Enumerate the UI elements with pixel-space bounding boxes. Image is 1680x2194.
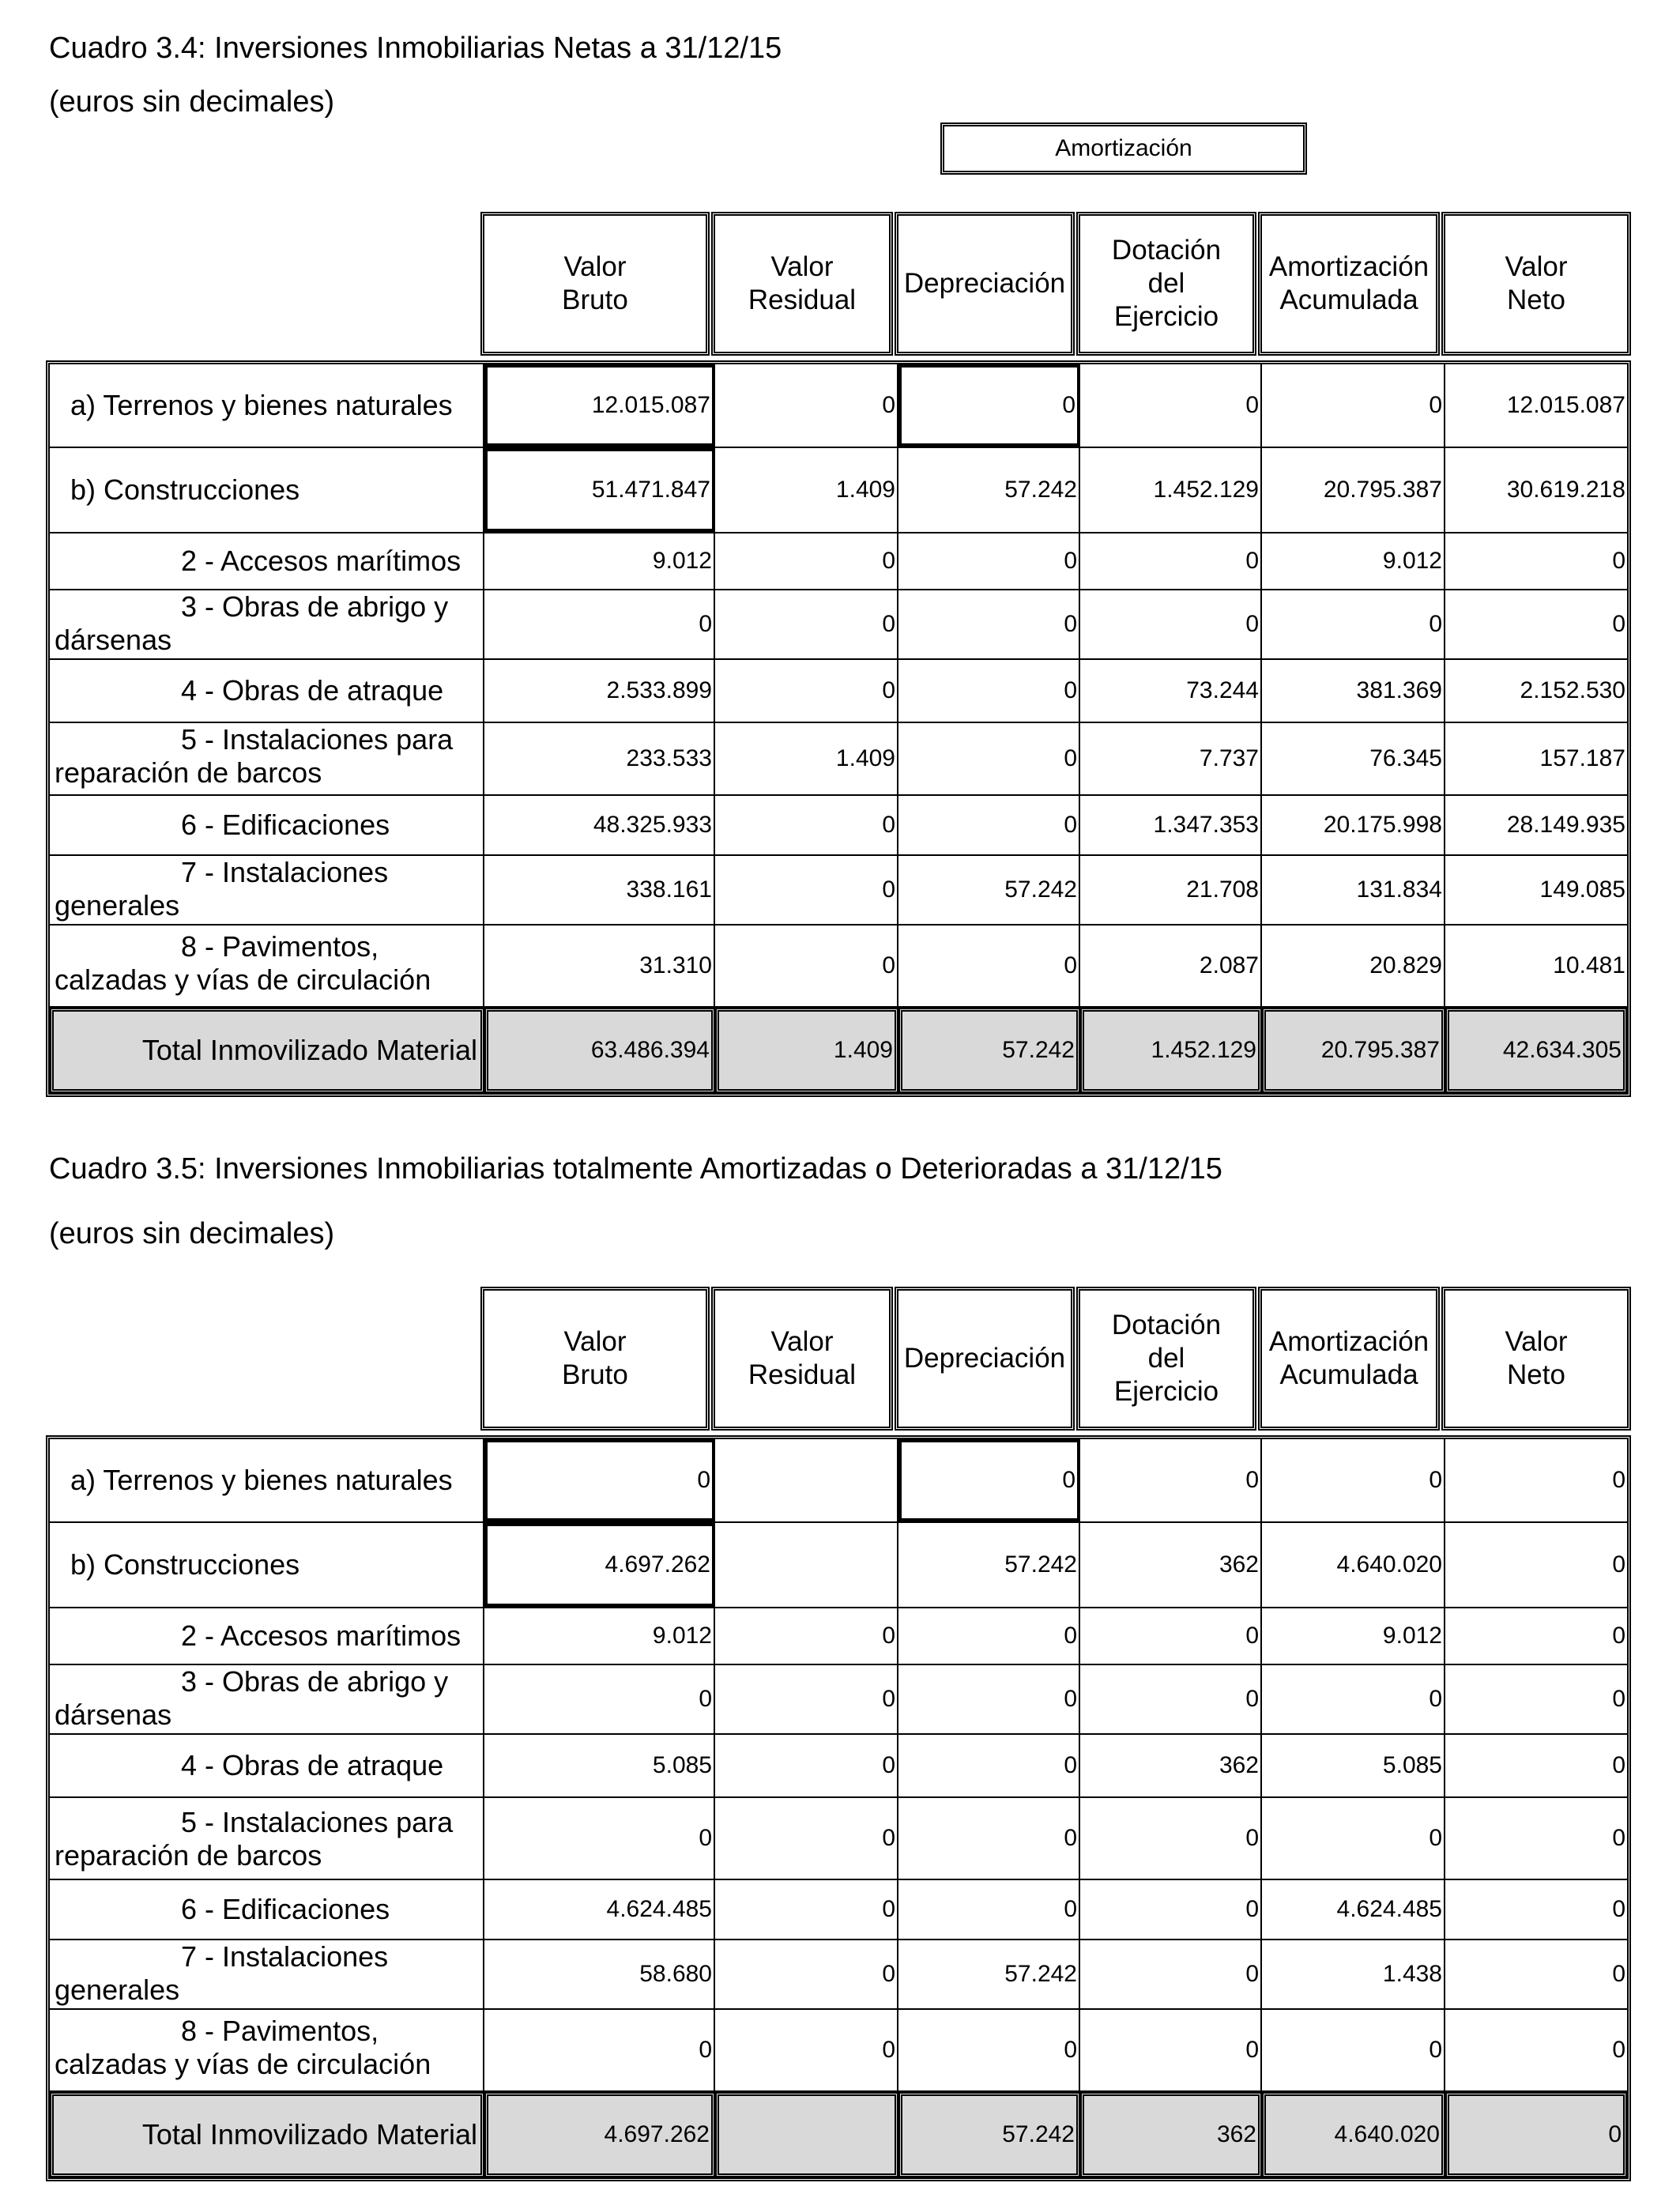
cell-depreciacion: 0 <box>898 1665 1080 1733</box>
cell-valor-residual: 0 <box>715 533 898 589</box>
row-label-line1: 5 - Instalaciones para <box>181 723 454 756</box>
cell-valor-neto: 28.149.935 <box>1506 812 1625 838</box>
table-total-row <box>50 1006 1627 1093</box>
col-header-amortizacion-acumulada: Amortización Acumulada <box>1258 1287 1440 1431</box>
table1-header-row <box>480 212 1631 356</box>
cell-valor-bruto: 31.310 <box>484 925 715 1006</box>
cell-dotacion: 0 <box>1080 1608 1262 1664</box>
total-amortizacion-acumulada: 20.795.387 <box>1262 1008 1445 1093</box>
cell-valor-residual: 0 <box>715 660 898 722</box>
row-label <box>50 660 484 722</box>
cell-valor-bruto: 5.085 <box>484 1735 715 1796</box>
cell-depreciacion: 0 <box>898 1880 1080 1939</box>
cell-dotacion: 0 <box>1080 533 1262 589</box>
row-label: b) Construcciones <box>50 1523 484 1607</box>
cell-valor-bruto: 2.533.899 <box>484 660 715 722</box>
cell-valor-residual <box>715 1523 898 1607</box>
cell-valor-residual: 0 <box>715 2010 898 2090</box>
cell-depreciacion: 0 <box>898 1798 1080 1879</box>
row-label-line1: 8 - Pavimentos, <box>181 930 379 963</box>
row-label-text: 4 - Obras de atraque <box>181 674 444 707</box>
table-row <box>50 1796 1627 1879</box>
cell-valor-neto: 157.187 <box>1539 745 1625 771</box>
col-header-dotacion: Dotación del Ejercicio <box>1076 212 1256 356</box>
row-label: a) Terrenos y bienes naturales <box>50 1439 484 1521</box>
row-label-line1: 8 - Pavimentos, <box>181 2015 379 2047</box>
cell-valor-neto: 0 <box>1612 1623 1625 1649</box>
row-label-text: 6 - Edificaciones <box>181 809 390 841</box>
cell-dotacion: 0 <box>1080 1940 1262 2008</box>
cell-valor-neto: 0 <box>1612 1686 1625 1712</box>
cell-valor-residual: 0 <box>715 796 898 854</box>
cell-valor-neto: 0 <box>1612 1467 1625 1493</box>
total-depreciacion: 57.242 <box>898 1008 1080 1093</box>
cell-valor-bruto: 4.624.485 <box>484 1880 715 1939</box>
row-label <box>50 1735 484 1796</box>
total-valor-residual <box>715 2092 898 2177</box>
total-valor-neto: 0 <box>1445 2092 1627 2177</box>
row-label <box>50 925 484 1006</box>
cell-valor-residual <box>715 1439 898 1521</box>
cell-dotacion: 7.737 <box>1080 723 1262 794</box>
cell-valor-neto: 0 <box>1612 611 1625 637</box>
table-3-4 <box>46 212 1631 1097</box>
cell-valor-neto: 149.085 <box>1539 876 1625 903</box>
row-label <box>50 1665 484 1733</box>
row-label-line1: 5 - Instalaciones para <box>181 1806 454 1838</box>
cell-valor-neto: 2.152.530 <box>1520 677 1625 703</box>
cell-valor-neto: 10.481 <box>1553 952 1625 978</box>
row-label <box>50 2010 484 2090</box>
row-label <box>50 1880 484 1939</box>
table2-header-row <box>480 1287 1631 1431</box>
cell-depreciacion: 0 <box>898 1608 1080 1664</box>
row-label-line2: dársenas <box>55 1698 172 1731</box>
cell-valor-bruto: 0 <box>484 2010 715 2090</box>
cell-valor-residual: 0 <box>715 364 898 447</box>
table-row <box>50 1733 1627 1796</box>
row-label <box>50 1608 484 1664</box>
table-row <box>50 1939 1627 2008</box>
cell-valor-neto: 12.015.087 <box>1506 392 1625 418</box>
cell-dotacion: 362 <box>1080 1523 1262 1607</box>
table-row <box>50 924 1627 1006</box>
cell-valor-residual: 0 <box>715 1880 898 1939</box>
total-dotacion: 362 <box>1080 2092 1262 2177</box>
row-label <box>50 590 484 658</box>
table-row <box>50 1439 1627 1521</box>
cell-depreciacion: 0 <box>898 590 1080 658</box>
total-valor-bruto: 4.697.262 <box>484 2092 715 2177</box>
table2-subtitle: (euros sin decimales) <box>49 1217 335 1250</box>
cell-valor-bruto: 0 <box>484 1439 715 1521</box>
cell-amortizacion-acumulada: 0 <box>1262 1665 1445 1733</box>
cell-valor-residual: 0 <box>715 1608 898 1664</box>
table-row <box>50 364 1627 447</box>
cell-valor-neto: 0 <box>1612 1896 1625 1922</box>
total-valor-bruto: 63.486.394 <box>484 1008 715 1093</box>
cell-amortizacion-acumulada: 76.345 <box>1262 723 1445 794</box>
cell-depreciacion: 57.242 <box>898 448 1080 532</box>
cell-valor-neto: 0 <box>1612 548 1625 574</box>
row-label: b) Construcciones <box>50 448 484 532</box>
total-valor-neto: 42.634.305 <box>1445 1008 1627 1093</box>
cell-valor-bruto: 4.697.262 <box>484 1523 715 1607</box>
col-header-valor-neto: Valor Neto <box>1441 212 1631 356</box>
row-label-line2: generales <box>55 1973 180 2006</box>
col-header-valor-residual: Valor Residual <box>711 212 893 356</box>
cell-valor-bruto: 51.471.847 <box>484 448 715 532</box>
cell-valor-residual: 0 <box>715 856 898 924</box>
cell-dotacion: 0 <box>1080 1439 1262 1521</box>
cell-valor-residual: 1.409 <box>715 723 898 794</box>
cell-amortizacion-acumulada: 0 <box>1262 1798 1445 1879</box>
cell-amortizacion-acumulada: 0 <box>1262 364 1445 447</box>
col-header-amortizacion-acumulada: Amortización Acumulada <box>1258 212 1440 356</box>
total-valor-residual: 1.409 <box>715 1008 898 1093</box>
cell-dotacion: 0 <box>1080 1665 1262 1733</box>
row-label <box>50 856 484 924</box>
col-header-depreciacion: Depreciación <box>895 1287 1075 1431</box>
cell-valor-bruto: 0 <box>484 590 715 658</box>
cell-valor-bruto: 9.012 <box>484 533 715 589</box>
cell-dotacion: 0 <box>1080 2010 1262 2090</box>
row-label-line2: calzadas y vías de circulación <box>55 2048 431 2080</box>
table-3-5 <box>46 1287 1631 2181</box>
cell-amortizacion-acumulada: 4.640.020 <box>1262 1523 1445 1607</box>
cell-amortizacion-acumulada: 381.369 <box>1262 660 1445 722</box>
cell-dotacion: 0 <box>1080 590 1262 658</box>
cell-valor-bruto: 9.012 <box>484 1608 715 1664</box>
row-label-line2: calzadas y vías de circulación <box>55 963 431 996</box>
cell-valor-bruto: 338.161 <box>484 856 715 924</box>
cell-amortizacion-acumulada: 20.829 <box>1262 925 1445 1006</box>
col-header-valor-bruto: Valor Bruto <box>480 1287 710 1431</box>
cell-valor-residual: 0 <box>715 1735 898 1796</box>
table-row <box>50 2008 1627 2090</box>
row-label-text: 2 - Accesos marítimos <box>181 545 461 577</box>
cell-valor-neto: 0 <box>1612 1825 1625 1851</box>
table2-body <box>46 1435 1631 2181</box>
total-depreciacion: 57.242 <box>898 2092 1080 2177</box>
cell-amortizacion-acumulada: 9.012 <box>1262 533 1445 589</box>
cell-depreciacion: 57.242 <box>898 856 1080 924</box>
cell-amortizacion-acumulada: 131.834 <box>1262 856 1445 924</box>
cell-valor-neto: 30.619.218 <box>1506 477 1625 503</box>
cell-depreciacion: 57.242 <box>898 1940 1080 2008</box>
total-label: Total Inmovilizado Material <box>50 2092 484 2177</box>
table-row <box>50 589 1627 658</box>
cell-valor-residual: 0 <box>715 1665 898 1733</box>
table-row <box>50 447 1627 532</box>
cell-depreciacion: 0 <box>898 2010 1080 2090</box>
row-label-line2: reparación de barcos <box>55 756 322 789</box>
total-dotacion: 1.452.129 <box>1080 1008 1262 1093</box>
cell-valor-neto: 0 <box>1612 1551 1625 1578</box>
amortizacion-group-header: Amortización <box>940 123 1307 175</box>
table-row <box>50 532 1627 589</box>
cell-amortizacion-acumulada: 1.438 <box>1262 1940 1445 2008</box>
row-label-line2: dársenas <box>55 624 172 656</box>
cell-valor-residual: 0 <box>715 925 898 1006</box>
col-header-valor-neto: Valor Neto <box>1441 1287 1631 1431</box>
cell-dotacion: 0 <box>1080 1880 1262 1939</box>
cell-dotacion: 0 <box>1080 1798 1262 1879</box>
cell-valor-residual: 0 <box>715 590 898 658</box>
cell-amortizacion-acumulada: 5.085 <box>1262 1735 1445 1796</box>
table1-subtitle: (euros sin decimales) <box>49 85 335 119</box>
cell-dotacion: 362 <box>1080 1735 1262 1796</box>
cell-dotacion: 73.244 <box>1080 660 1262 722</box>
cell-amortizacion-acumulada: 0 <box>1262 590 1445 658</box>
col-header-depreciacion: Depreciación <box>895 212 1075 356</box>
row-label: a) Terrenos y bienes naturales <box>50 364 484 447</box>
table-row <box>50 1879 1627 1939</box>
table-row <box>50 1607 1627 1664</box>
cell-depreciacion: 0 <box>898 1735 1080 1796</box>
cell-depreciacion: 0 <box>898 1439 1080 1521</box>
table-total-row <box>50 2090 1627 2177</box>
row-label <box>50 533 484 589</box>
cell-amortizacion-acumulada: 0 <box>1262 2010 1445 2090</box>
cell-valor-bruto: 0 <box>484 1665 715 1733</box>
cell-valor-neto: 0 <box>1612 1752 1625 1778</box>
cell-valor-residual: 1.409 <box>715 448 898 532</box>
cell-valor-neto: 0 <box>1612 2037 1625 2063</box>
cell-valor-neto: 0 <box>1612 1961 1625 1987</box>
row-label <box>50 796 484 854</box>
table-row <box>50 722 1627 794</box>
row-label <box>50 1798 484 1879</box>
cell-depreciacion: 0 <box>898 364 1080 447</box>
cell-dotacion: 2.087 <box>1080 925 1262 1006</box>
cell-amortizacion-acumulada: 9.012 <box>1262 1608 1445 1664</box>
row-label-line2: generales <box>55 889 180 922</box>
table2-title: Cuadro 3.5: Inversiones Inmobiliarias totalmente Amortizadas o Deterioradas a 31/12/15 <box>49 1152 1222 1186</box>
total-amortizacion-acumulada: 4.640.020 <box>1262 2092 1445 2177</box>
col-header-valor-residual: Valor Residual <box>711 1287 893 1431</box>
row-label-line1: 7 - Instalaciones <box>181 1940 389 1973</box>
cell-valor-bruto: 0 <box>484 1798 715 1879</box>
cell-depreciacion: 57.242 <box>898 1523 1080 1607</box>
row-label-line1: 3 - Obras de abrigo y <box>181 590 449 623</box>
col-header-valor-bruto: Valor Bruto <box>480 212 710 356</box>
cell-depreciacion: 0 <box>898 796 1080 854</box>
table-row <box>50 658 1627 722</box>
row-label-line2: reparación de barcos <box>55 1839 322 1872</box>
cell-depreciacion: 0 <box>898 660 1080 722</box>
cell-dotacion: 21.708 <box>1080 856 1262 924</box>
cell-amortizacion-acumulada: 4.624.485 <box>1262 1880 1445 1939</box>
row-label-text: 4 - Obras de atraque <box>181 1749 444 1781</box>
row-label-line1: 3 - Obras de abrigo y <box>181 1665 449 1698</box>
row-label <box>50 1940 484 2008</box>
table-row <box>50 1664 1627 1733</box>
total-label: Total Inmovilizado Material <box>50 1008 484 1093</box>
cell-depreciacion: 0 <box>898 723 1080 794</box>
cell-depreciacion: 0 <box>898 925 1080 1006</box>
table-row <box>50 854 1627 924</box>
row-label-text: 6 - Edificaciones <box>181 1893 390 1925</box>
cell-dotacion: 1.452.129 <box>1080 448 1262 532</box>
table-row <box>50 1521 1627 1607</box>
cell-depreciacion: 0 <box>898 533 1080 589</box>
cell-valor-residual: 0 <box>715 1798 898 1879</box>
row-label-line1: 7 - Instalaciones <box>181 856 389 888</box>
cell-amortizacion-acumulada: 20.175.998 <box>1262 796 1445 854</box>
cell-valor-bruto: 58.680 <box>484 1940 715 2008</box>
cell-valor-bruto: 233.533 <box>484 723 715 794</box>
cell-valor-residual: 0 <box>715 1940 898 2008</box>
col-header-dotacion: Dotación del Ejercicio <box>1076 1287 1256 1431</box>
cell-dotacion: 0 <box>1080 364 1262 447</box>
row-label <box>50 723 484 794</box>
cell-amortizacion-acumulada: 0 <box>1262 1439 1445 1521</box>
cell-dotacion: 1.347.353 <box>1080 796 1262 854</box>
table1-title: Cuadro 3.4: Inversiones Inmobiliarias Netas a 31/12/15 <box>49 32 782 65</box>
cell-valor-bruto: 12.015.087 <box>484 364 715 447</box>
table-row <box>50 794 1627 854</box>
table1-body <box>46 360 1631 1097</box>
cell-amortizacion-acumulada: 20.795.387 <box>1262 448 1445 532</box>
cell-valor-bruto: 48.325.933 <box>484 796 715 854</box>
row-label-text: 2 - Accesos marítimos <box>181 1619 461 1652</box>
